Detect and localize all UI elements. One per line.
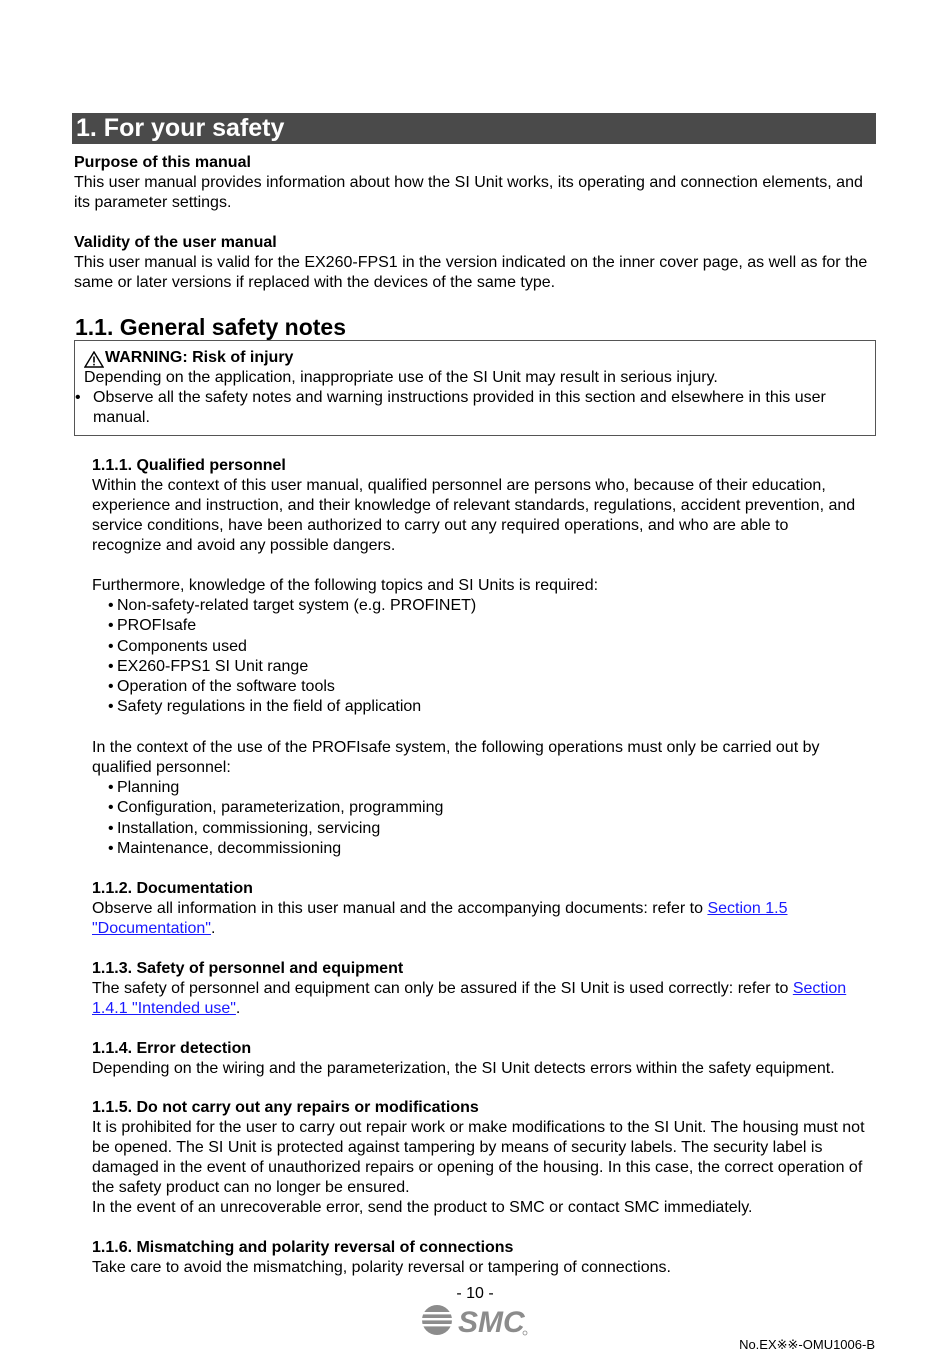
warning-title-row <box>84 348 864 368</box>
purpose-section <box>74 153 874 213</box>
list-item: • Non-safety-related target system (e.g. PROFINET) <box>108 597 477 614</box>
s114-text: Depending on the wiring and the parameterization, the SI Unit detects errors within the safety equipment. <box>92 1060 835 1077</box>
s115-text: It is prohibited for the user to carry out repair work or make modifications to the SI Unit. The housing must not be opened. The SI Unit is protected against tampering by means of security labels. The security label is damaged in the event of unauthorized repairs or opening of the housing. In this case, the correct operation of the safety product can no longer be ensured. <box>92 1119 865 1196</box>
validity-text: This user manual is valid for the EX260-FPS1 in the version indicated on the inner cover page, as well as for the same or later versions if replaced with the devices of the same type. <box>74 254 868 291</box>
qualified-personnel-section <box>92 456 862 556</box>
s113-text: The safety of personnel and equipment can only be assured if the SI Unit is used correctly: refer to Section 1.4.1 "Intended use". <box>92 980 847 1017</box>
no-repairs-section <box>92 1098 879 1218</box>
s116-text: Take care to avoid the mismatching, polarity reversal or tampering of connections. <box>92 1259 671 1276</box>
section-heading-2: 1.1. General safety notes <box>75 314 347 340</box>
operations-section <box>92 738 862 859</box>
list-item: • Operation of the software tools <box>108 678 335 696</box>
operations-list <box>92 778 862 859</box>
list-item: • Maintenance, decommissioning <box>108 839 342 857</box>
document-number: No.EX※※-OMU1006-B <box>739 1337 875 1352</box>
s112-title: 1.1.2. Documentation <box>92 880 253 897</box>
documentation-section <box>92 879 832 939</box>
s114-title: 1.1.4. Error detection <box>92 1040 252 1057</box>
s115-text2: In the event of an unrecoverable error, send the product to SMC or contact SMC immediately. <box>92 1199 753 1216</box>
s113-title: 1.1.3. Safety of personnel and equipment <box>92 960 404 977</box>
purpose-text: This user manual provides information about how the SI Unit works, its operating and connection elements, and its parameter settings. <box>74 174 863 211</box>
s116-title: 1.1.6. Mismatching and polarity reversal of connections <box>92 1239 514 1256</box>
s112-text: Observe all information in this user manual and the accompanying documents: refer to Section 1.5 "Documentation". <box>92 900 788 937</box>
smc-logo <box>420 1303 530 1337</box>
list-item: • Configuration, parameterization, programming <box>108 799 444 817</box>
page-number: - 10 - <box>456 1285 494 1302</box>
personnel-equipment-section <box>92 959 882 1019</box>
validity-title: Validity of the user manual <box>74 234 277 251</box>
warning-bullet: • Observe all the safety notes and warning instructions provided in this section and elsewhere in this user manual. <box>75 389 826 426</box>
list-item: • Components used <box>108 637 247 655</box>
s115-title: 1.1.5. Do not carry out any repairs or modifications <box>92 1099 479 1116</box>
purpose-title: Purpose of this manual <box>74 154 251 171</box>
intended-use-link[interactable]: Section 1.4.1 "Intended use" <box>92 980 847 1017</box>
warning-title: WARNING: Risk of injury <box>105 349 294 366</box>
documentation-link[interactable]: Section 1.5 "Documentation" <box>92 900 788 937</box>
s111-intro3: In the context of the use of the PROFIsafe system, the following operations must only be carried out by qualified personnel: <box>92 739 820 776</box>
svg-text:SMC: SMC <box>458 1306 525 1337</box>
s111-intro2: Furthermore, knowledge of the following topics and SI Units is required: <box>92 577 599 594</box>
polarity-section <box>92 1238 882 1278</box>
validity-section <box>74 233 879 293</box>
s111-text: Within the context of this user manual, qualified personnel are persons who, because of their education, experience and instruction, and their knowledge of relevant standards, regulations, accident prevention, and service conditions, have been authorized to carry out any required operations, and who are able to recognize and avoid any possible dangers. <box>92 477 856 554</box>
list-item: • Planning <box>108 779 180 796</box>
error-detection-section <box>92 1039 882 1079</box>
topics-section <box>92 576 862 718</box>
topics-list <box>92 596 862 718</box>
warning-triangle-icon <box>84 351 104 368</box>
warning-box <box>74 340 876 436</box>
list-item: • PROFIsafe <box>108 617 197 635</box>
list-item: • Installation, commissioning, servicing <box>108 819 381 837</box>
warning-text: Depending on the application, inappropriate use of the SI Unit may result in serious injury. <box>84 369 718 386</box>
list-item: • Safety regulations in the field of application <box>108 698 422 716</box>
section-heading-1: 1. For your safety <box>72 113 876 144</box>
list-item: • EX260-FPS1 SI Unit range <box>108 657 309 675</box>
s111-title: 1.1.1. Qualified personnel <box>92 457 286 474</box>
